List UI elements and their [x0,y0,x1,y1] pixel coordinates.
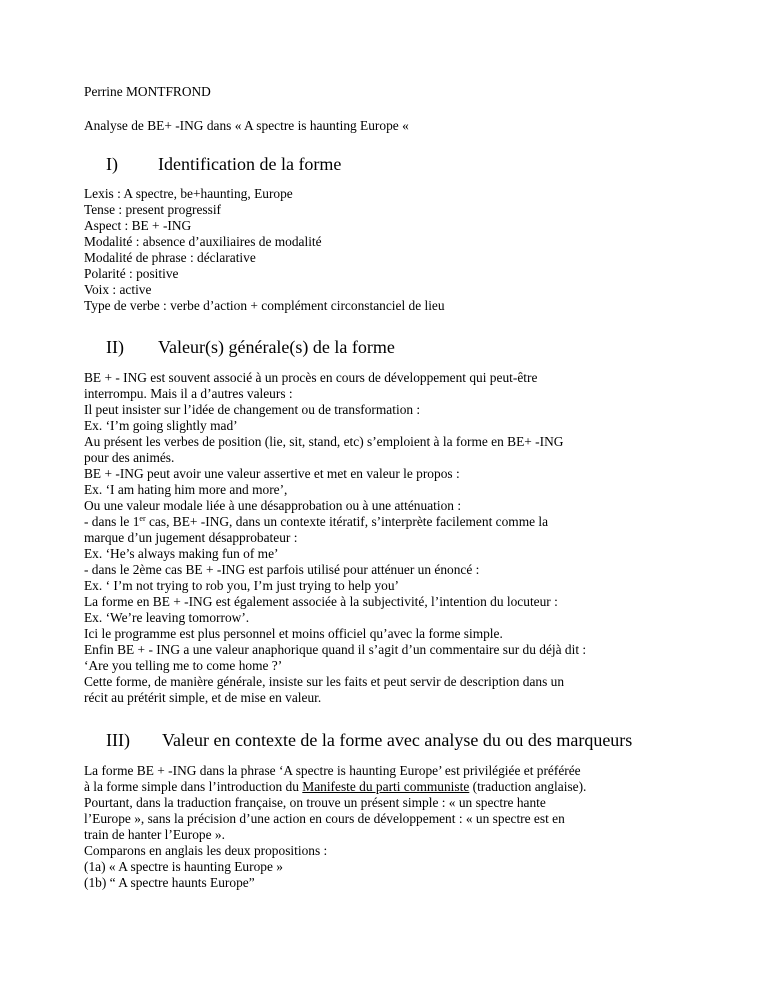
example-line: ‘Are you telling me to come home ?’ [84,658,283,673]
text-line: pour des animés. [84,450,175,465]
section-heading-1 [106,153,341,175]
section-title: Identification de la forme [158,154,342,174]
document-subtitle: Analyse de BE+ -ING dans « A spectre is haunting Europe « [84,118,409,133]
text-fragment: cas, BE+ -ING, dans un contexte itératif, s’interprète facilement comme la [145,514,549,529]
text-line: Voix : active [84,282,152,297]
text-line [84,779,586,795]
section-number: III) [106,730,130,750]
section-number: II) [106,337,124,357]
text-line: récit au prétérit simple, et de mise en valeur. [84,690,322,705]
text-line: Ici le programme est plus personnel et moins officiel qu’avec la forme simple. [84,626,503,641]
ordinal-superscript: er [139,514,146,523]
text-line: - dans le 2ème cas BE + -ING est parfois utilisé pour atténuer un énoncé : [84,562,480,577]
text-line: l’Europe », sans la précision d’une action en cours de développement : « un spectre est en [84,811,565,826]
section-number: I) [106,154,118,174]
example-line: Ex. ‘ I’m not trying to rob you, I’m just trying to help you’ [84,578,400,593]
text-line: La forme en BE + -ING est également associée à la subjectivité, l’intention du locuteur : [84,594,558,609]
text-line: Modalité de phrase : déclarative [84,250,256,265]
text-line: Modalité : absence d’auxiliaires de modalité [84,234,322,249]
example-line: Ex. ‘I’m going slightly mad’ [84,418,238,433]
manifesto-title-underlined: Manifeste du parti communiste [302,779,470,794]
text-line: Ou une valeur modale liée à une désapprobation ou à une atténuation : [84,498,462,513]
text-line: BE + - ING est souvent associé à un procès en cours de développement qui peut-être [84,370,538,385]
text-fragment: - dans le 1 [84,514,140,529]
text-line: marque d’un jugement désapprobateur : [84,530,298,545]
text-line: Pourtant, dans la traduction française, on trouve un présent simple : « un spectre hante [84,795,546,810]
example-line: (1a) « A spectre is haunting Europe » [84,859,283,874]
text-line: La forme BE + -ING dans la phrase ‘A spectre is haunting Europe’ est privilégiée et préférée [84,763,581,778]
text-line: BE + -ING peut avoir une valeur assertive et met en valeur le propos : [84,466,460,481]
text-line: train de hanter l’Europe ». [84,827,225,842]
text-line: Il peut insister sur l’idée de changement ou de transformation : [84,402,421,417]
text-line: Comparons en anglais les deux propositions : [84,843,328,858]
text-line: Au présent les verbes de position (lie, sit, stand, etc) s’emploient à la forme en BE+ -ING [84,434,564,449]
example-line: Ex. ‘I am hating him more and more’, [84,482,288,497]
example-line: (1b) “ A spectre haunts Europe” [84,875,255,890]
text-line: interrompu. Mais il a d’autres valeurs : [84,386,293,401]
author-name: Perrine MONTFROND [84,84,211,99]
text-line: Polarité : positive [84,266,179,281]
section-title: Valeur(s) générale(s) de la forme [158,337,395,357]
text-line: Enfin BE + - ING a une valeur anaphorique quand il s’agit d’un commentaire sur du déjà dit : [84,642,587,657]
text-line: Aspect : BE + -ING [84,218,192,233]
section-title: Valeur en contexte de la forme avec analyse du ou des marqueurs [162,730,633,750]
section-heading-3 [106,729,632,751]
text-fragment: à la forme simple dans l’introduction du [84,779,303,794]
example-line: Ex. ‘He’s always making fun of me’ [84,546,279,561]
text-fragment: (traduction anglaise). [469,779,587,794]
example-line: Ex. ‘We’re leaving tomorrow’. [84,610,250,625]
text-line: Lexis : A spectre, be+haunting, Europe [84,186,293,201]
text-line [84,514,548,530]
section-heading-2 [106,336,395,358]
text-line: Tense : present progressif [84,202,222,217]
text-line: Type de verbe : verbe d’action + complément circonstanciel de lieu [84,298,445,313]
text-line: Cette forme, de manière générale, insiste sur les faits et peut servir de description dans un [84,674,565,689]
